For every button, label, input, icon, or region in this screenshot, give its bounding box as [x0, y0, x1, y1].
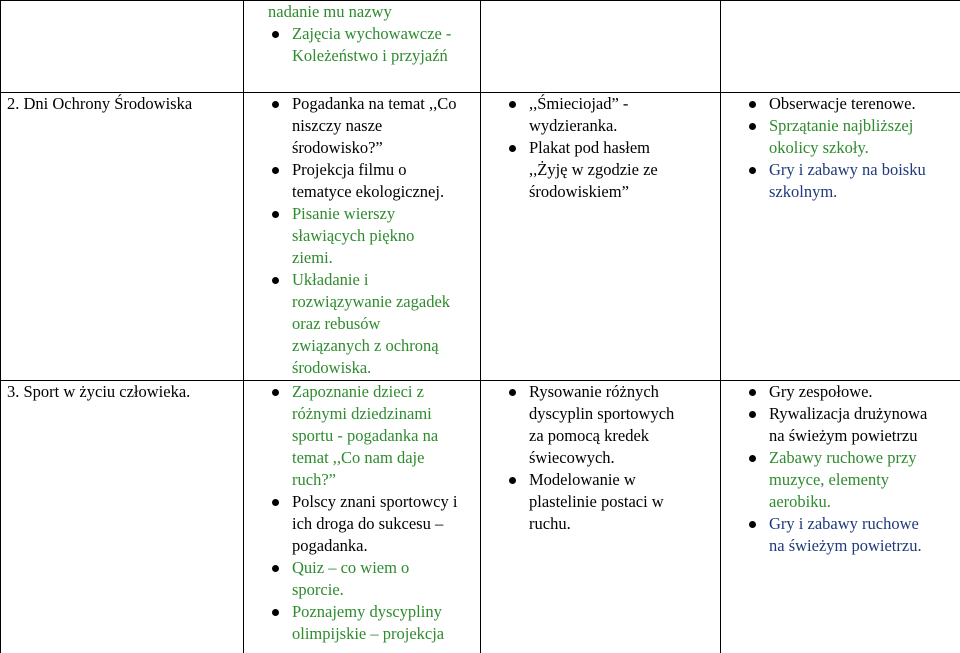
list-item: Quiz – co wiem o sporcie.	[268, 557, 458, 601]
activities-list	[268, 1, 458, 67]
list-item: Rywalizacja drużynowa na świeżym powietrzu	[745, 403, 930, 447]
list-item: Układanie i rozwiązywanie zagadek oraz rebusów związanych z ochroną środowiska.	[268, 269, 458, 379]
list-item: Projekcja filmu o tematyce ekologicznej.	[268, 159, 458, 203]
list-item: Pogadanka na temat ,,Co niszczy nasze środowisko?”	[268, 93, 458, 159]
art-list	[505, 93, 675, 203]
topic-cell	[1, 93, 244, 381]
activities-list	[268, 93, 458, 379]
outdoor-cell-empty	[721, 1, 960, 93]
list-item: Sprzątanie najbliższej okolicy szkoły.	[745, 115, 935, 159]
art-list	[505, 381, 680, 535]
activities-cell	[244, 381, 481, 653]
topic-title: 3. Sport w życiu człowieka.	[1, 381, 243, 403]
list-item: Pisanie wierszy sławiących piękno ziemi.	[268, 203, 458, 269]
list-item: Poznajemy dyscypliny olimpijskie – projekcja	[268, 601, 458, 645]
art-cell	[481, 93, 721, 381]
topic-cell-empty	[1, 1, 244, 93]
topic-title: 2. Dni Ochrony Środowiska	[1, 93, 243, 115]
list-item: Modelowanie w plastelinie postaci w ruchu.	[505, 469, 680, 535]
list-item: Obserwacje terenowe.	[745, 93, 935, 115]
table-row-environment	[1, 93, 960, 381]
list-item: Zapoznanie dzieci z różnymi dziedzinami sportu - pogadanka na temat ,,Co nam daje ruch?”	[268, 381, 458, 491]
list-item: Gry i zabawy na boisku szkolnym.	[745, 159, 935, 203]
list-item: nadanie mu nazwy	[244, 1, 458, 23]
list-item: Polscy znani sportowcy i ich droga do sukcesu – pogadanka.	[268, 491, 458, 557]
list-item: Plakat pod hasłem ,,Żyję w zgodzie ze środowiskiem”	[505, 137, 675, 203]
list-item: Rysowanie różnych dyscyplin sportowych za pomocą kredek świecowych.	[505, 381, 680, 469]
list-item: Zajęcia wychowawcze - Koleżeństwo i przyjaźń	[268, 23, 458, 67]
list-item: Gry zespołowe.	[745, 381, 930, 403]
outdoor-cell	[721, 381, 960, 653]
outdoor-list	[745, 93, 935, 203]
activities-cell	[244, 93, 481, 381]
list-item: ,,Śmieciojad” - wydzieranka.	[505, 93, 675, 137]
art-cell	[481, 381, 721, 653]
activities-cell	[244, 1, 481, 93]
list-item: Gry i zabawy ruchowe na świeżym powietrzu.	[745, 513, 930, 557]
topic-cell	[1, 381, 244, 653]
table-row-continued	[1, 1, 960, 93]
outdoor-list	[745, 381, 930, 557]
table-row-sport	[1, 381, 960, 653]
list-item: Zabawy ruchowe przy muzyce, elementy aerobiku.	[745, 447, 930, 513]
activities-list	[268, 381, 458, 645]
outdoor-cell	[721, 93, 960, 381]
art-cell-empty	[481, 1, 721, 93]
